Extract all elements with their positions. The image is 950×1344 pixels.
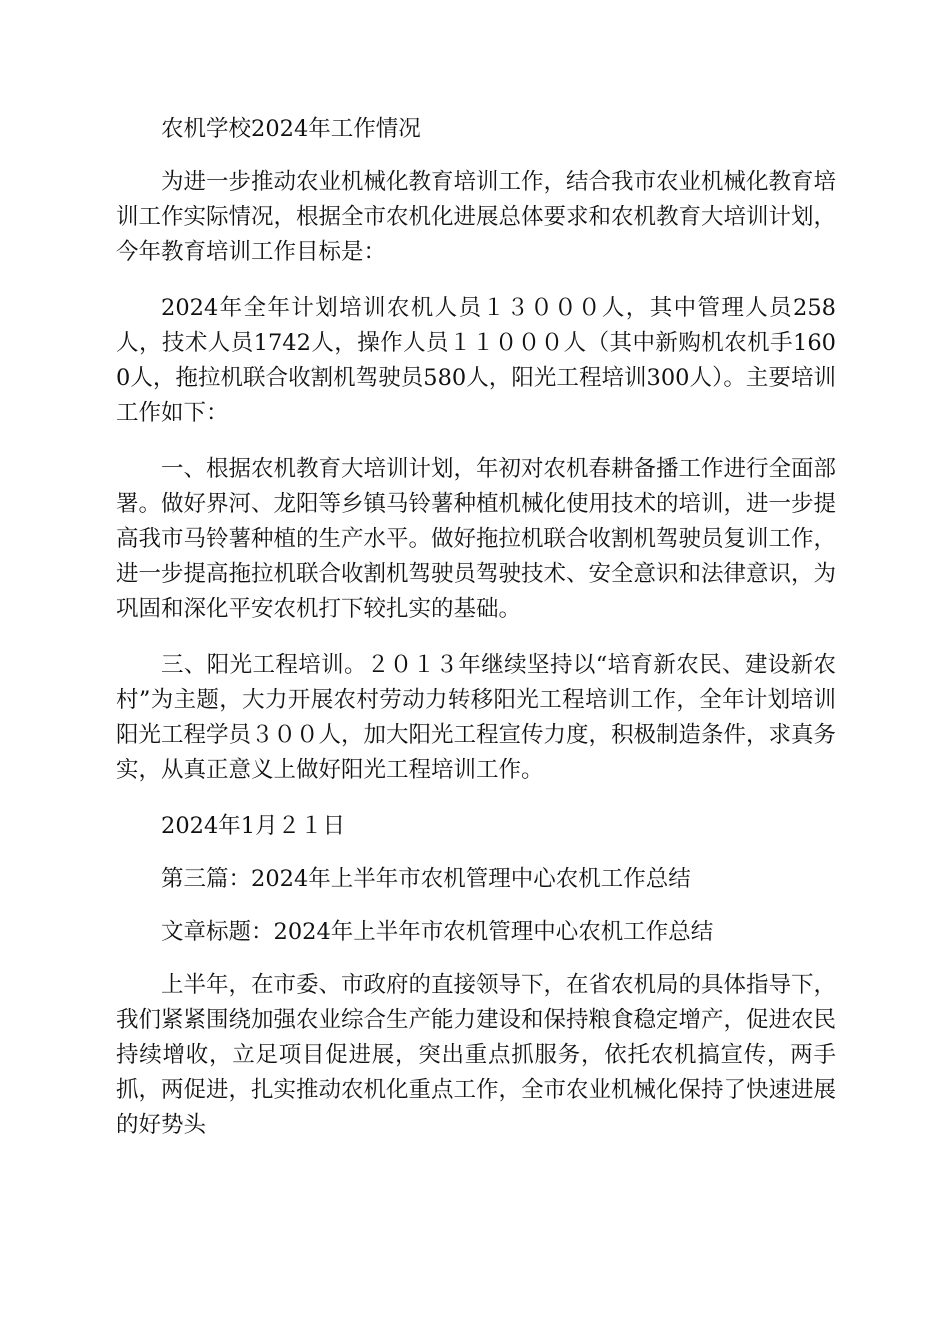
article-title: 文章标题：2024年上半年市农机管理中心农机工作总结	[161, 919, 714, 945]
paragraph-training-plan: 2024年全年计划培训农机人员１３０００人，其中管理人员258人，技术人员1742人，操作人员１１０００人（其中新购机农机手1600人，拖拉机联合收割机驾驶员580人，阳光工程培训300人）。主要培训工作如下：	[116, 295, 836, 426]
document-body	[116, 112, 836, 1164]
document-date: 2024年1月２１日	[161, 813, 346, 839]
paragraph-item-three: 三、阳光工程培训。２０１３年继续坚持以“培育新农民、建设新农村”为主题，大力开展农村劳动力转移阳光工程培训工作，全年计划培训阳光工程学员３００人，加大阳光工程宣传力度，积极制造条件，求真务实，从真正意义上做好阳光工程培训工作。	[116, 652, 837, 783]
document-title: 农机学校2024年工作情况	[161, 116, 421, 142]
section-heading: 第三篇：2024年上半年市农机管理中心农机工作总结	[161, 866, 691, 892]
paragraph-summary: 上半年，在市委、市政府的直接领导下，在省农机局的具体指导下，我们紧紧围绕加强农业综合生产能力建设和保持粮食稳定增产，促进农民持续增收，立足项目促进展，突出重点抓服务，依托农机搞宣传，两手抓，两促进，扎实推动农机化重点工作，全市农业机械化保持了快速进展的好势头	[116, 972, 837, 1138]
paragraph-item-one: 一、根据农机教育大培训计划，年初对农机春耕备播工作进行全面部署。做好界河、龙阳等乡镇马铃薯种植机械化使用技术的培训，进一步提高我市马铃薯种植的生产水平。做好拖拉机联合收割机驾驶员复训工作，进一步提高拖拉机联合收割机驾驶员驾驶技术、安全意识和法律意识，为巩固和深化平安农机打下较扎实的基础。	[116, 456, 837, 622]
paragraph-intro: 为进一步推动农业机械化教育培训工作，结合我市农业机械化教育培训工作实际情况，根据全市农机化进展总体要求和农机教育大培训计划，今年教育培训工作目标是：	[116, 169, 837, 265]
